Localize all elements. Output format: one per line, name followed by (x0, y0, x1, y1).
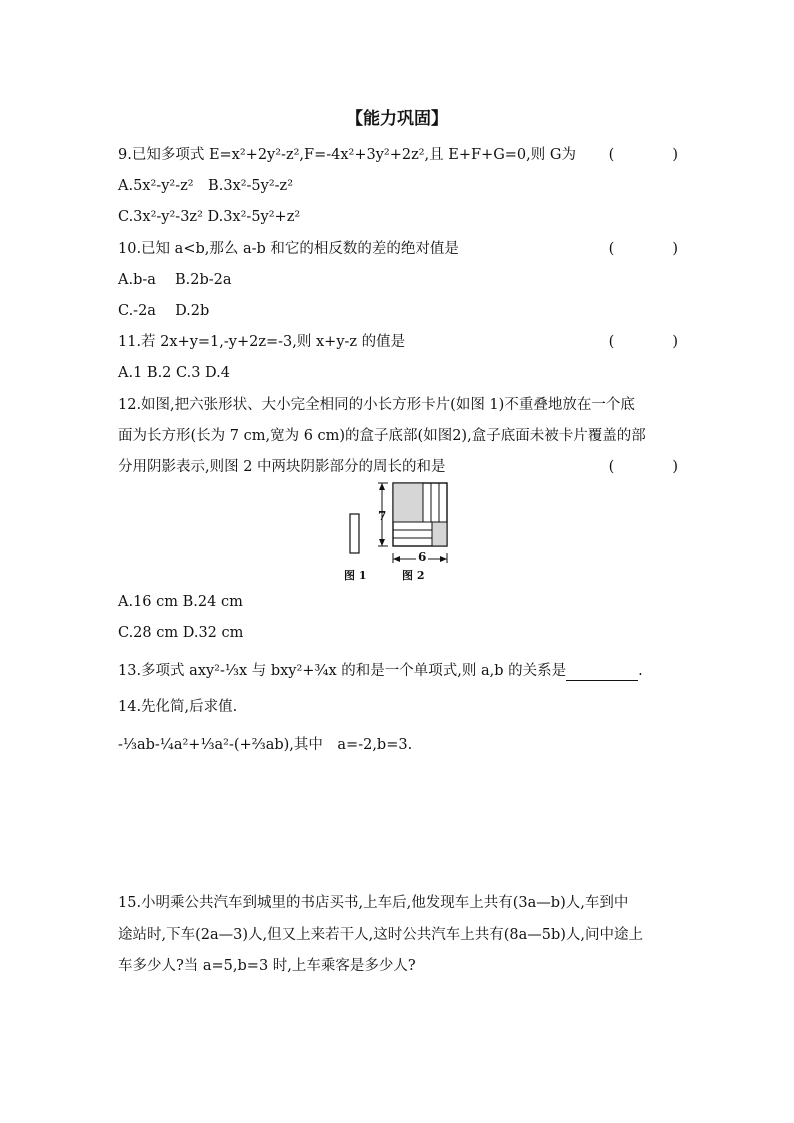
question-10-options-cd: C.-2a D.2b (118, 303, 210, 319)
shaded-region-top-left (393, 483, 423, 522)
question-9-options-cd: C.3x²-y²-3z² D.3x²-5y²+z² (118, 209, 301, 225)
question-stem: 分用阴影表示,则图 2 中两块阴影部分的周长的和是 (118, 459, 446, 475)
answer-paren: ( ) (608, 334, 678, 350)
question-10-options-ab: A.b-a B.2b-2a (118, 272, 232, 288)
question-12-options-ab: A.16 cm B.24 cm (118, 594, 243, 610)
question-9 (118, 145, 678, 165)
figure-1-label: 图 1 (344, 569, 367, 582)
question-14-expression: -⅓ab-¼a²+⅓a²-(+⅔ab),其中 a=-2,b=3. (118, 737, 413, 753)
question-11-options: A.1 B.2 C.3 D.4 (118, 365, 230, 381)
figure-1-card (350, 514, 359, 553)
shaded-region-bottom-right (432, 522, 447, 546)
figure-2-box (393, 483, 447, 546)
question-15-line-3: 车多少人?当 a=5,b=3 时,上车乘客是多少人? (118, 958, 416, 974)
question-12-options-cd: C.28 cm D.32 cm (118, 625, 244, 641)
answer-paren: ( ) (608, 147, 678, 163)
question-10 (118, 239, 678, 259)
question-12-line-2: 面为长方形(长为 7 cm,宽为 6 cm)的盒子底部(如图2),盒子底面未被卡片覆盖的部 (118, 428, 646, 444)
figure-2-label: 图 2 (402, 569, 425, 582)
section-title: 【能力巩固】 (346, 109, 448, 129)
question-12-line-1: 12.如图,把六张形状、大小完全相同的小长方形卡片(如图 1)不重叠地放在一个底 (118, 397, 635, 413)
question-stem: 13.多项式 axy²-⅓x 与 bxy²+¾x 的和是一个单项式,则 a,b 的关系是 (118, 663, 567, 679)
question-14: 14.先化简,后求值. (118, 699, 238, 715)
question-15-line-1: 15.小明乘公共汽车到城里的书店买书,上车后,他发现车上共有(3a—b)人,车到中 (118, 895, 629, 911)
question-15-line-2: 途站时,下车(2a—3)人,但又上来若干人,这时公共汽车上共有(8a—5b)人,问中途上 (118, 927, 644, 943)
answer-paren: ( ) (608, 459, 678, 475)
question-stem: 9.已知多项式 E=x²+2y²-z²,F=-4x²+3y²+2z²,且 E+F+G=0,则 G为 (118, 147, 576, 163)
question-13: 13.多项式 axy²-⅓x 与 bxy²+¾x 的和是一个单项式,则 a,b 的关系是 . (118, 663, 643, 679)
dimension-width-label: 6 (418, 550, 427, 564)
dimension-height-label: 7 (378, 509, 387, 523)
question-stem: 11.若 2x+y=1,-y+2z=-3,则 x+y-z 的值是 (118, 334, 406, 350)
answer-paren: ( ) (608, 241, 678, 257)
question-11 (118, 332, 678, 352)
question-stem: 10.已知 a<b,那么 a-b 和它的相反数的差的绝对值是 (118, 241, 459, 257)
question-12-line-3 (118, 457, 678, 477)
answer-blank[interactable] (566, 666, 638, 681)
question-9-options-ab: A.5x²-y²-z² B.3x²-5y²-z² (118, 178, 294, 194)
